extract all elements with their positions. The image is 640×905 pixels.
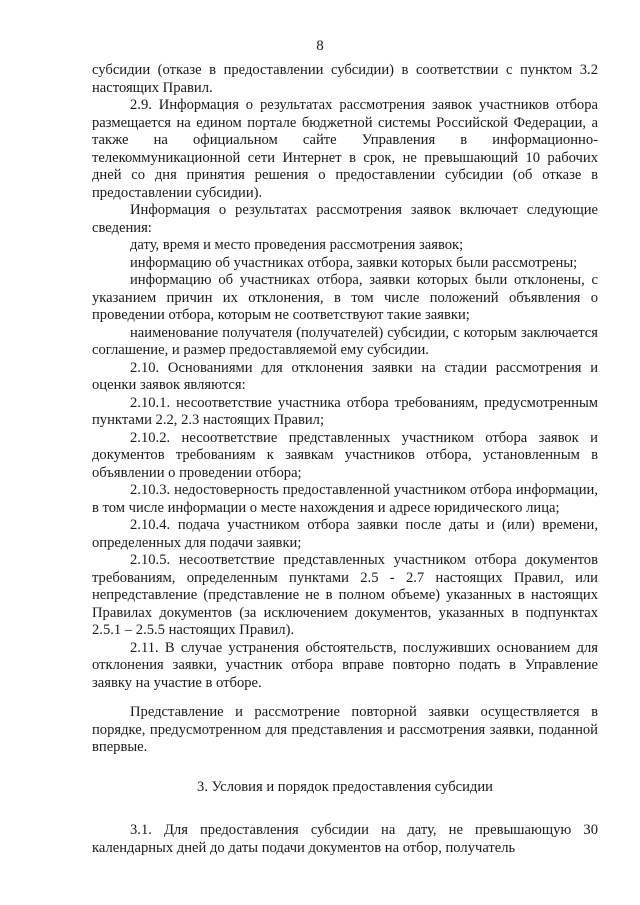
paragraph: субсидии (отказе в предоставлении субсидии) в соответствии с пунктом 3.2 настоящих Правил.: [92, 62, 598, 96]
page-number: 8: [316, 38, 324, 54]
paragraph: 3.1. Для предоставления субсидии на дату, не превышающую 30 календарных дней до даты подачи документов на отбор, получатель: [92, 822, 598, 856]
paragraph: 2.9. Информация о результатах рассмотрения заявок участников отбора размещается на едином портале бюджетной системы Российской Федерации, а также на официальном сайте Управления в информационно-телекоммуникационной сети Интернет в срок, не превышающий 10 рабочих дней со дня принятия решения о предоставлении субсидии (об отказе в предоставлении субсидии).: [92, 97, 598, 201]
list-item: 2.10.1. несоответствие участника отбора требованиям, предусмотренным пунктами 2.2, 2.3 настоящих Правил;: [92, 394, 598, 428]
list-item: наименование получателя (получателей) субсидии, с которым заключается соглашение, и размер предоставляемой ему субсидии.: [92, 324, 598, 358]
list-item: 2.10.3. недостоверность предоставленной участником отбора информации, в том числе информации о месте нахождения и адресе юридического лица;: [92, 482, 598, 516]
list-item: 2.10.2. несоответствие представленных участником отбора заявок и документов требованиям к заявкам участников отбора, установленным в объявлении о проведении отбора;: [92, 429, 598, 481]
paragraph: 2.10. Основаниями для отклонения заявки на стадии рассмотрения и оценки заявок являются:: [92, 359, 598, 393]
document-body: [92, 62, 598, 857]
section-heading: 3. Условия и порядок предоставления субсидии: [197, 778, 493, 795]
list-item: информацию об участниках отбора, заявки которых были отклонены, с указанием причин их отклонения, в том числе положений объявления о проведении отбора, которым не соответствуют такие заявки;: [92, 272, 598, 323]
list-item: 2.10.5. несоответствие представленных участником отбора документов требованиям, определенным пунктами 2.5 - 2.7 настоящих Правил, или непредставление (представление не в полном объеме) указанных в настоящих Правилах документов (за исключением документов, указанных в подпунктах 2.5.1 – 2.5.5 настоящих Правил).: [92, 552, 598, 638]
paragraph: Информация о результатах рассмотрения заявок включает следующие сведения:: [92, 202, 598, 236]
paragraph: 2.11. В случае устранения обстоятельств, послуживших основанием для отклонения заявки, участник отбора вправе повторно подать в Управление заявку на участие в отборе.: [92, 639, 598, 691]
list-item: информацию об участниках отбора, заявки которых были рассмотрены;: [130, 254, 578, 271]
paragraph: Представление и рассмотрение повторной заявки осуществляется в порядке, предусмотренном для представления и рассмотрения заявки, поданной впервые.: [92, 704, 598, 755]
list-item: дату, время и место проведения рассмотрения заявок;: [130, 237, 464, 253]
list-item: 2.10.4. подача участником отбора заявки после даты и (или) времени, определенных для подачи заявки;: [92, 517, 598, 551]
